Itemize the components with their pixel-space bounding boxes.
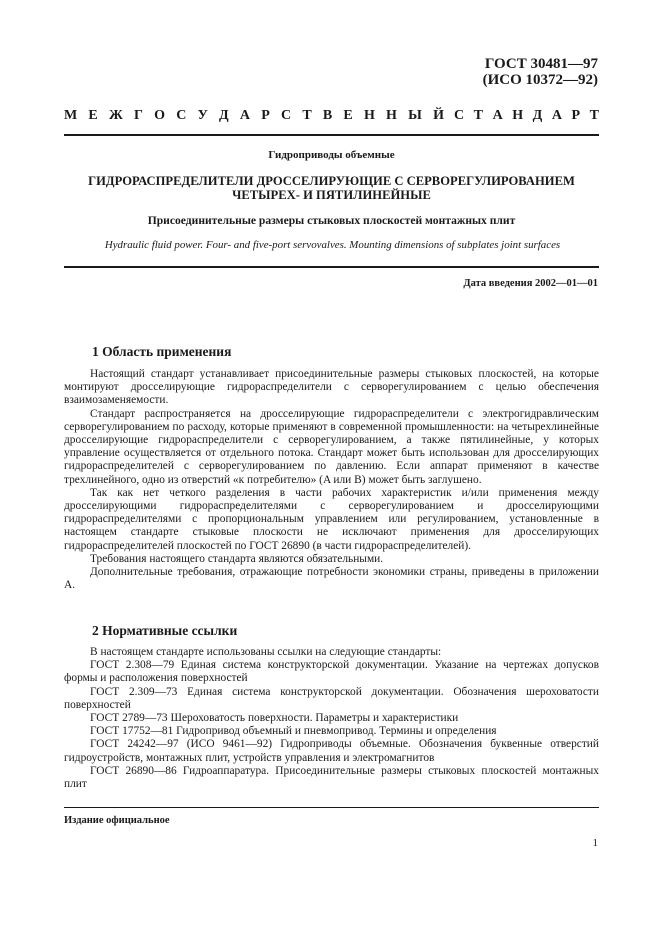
reference-item: ГОСТ 17752—81 Гидропривод объемный и пневмопривод. Термины и определения [90,725,497,738]
gost-number: ГОСТ 30481—97 [484,56,598,72]
paragraph: Требования настоящего стандарта являются обязательными. [90,552,384,565]
footer-rule [64,807,599,808]
paragraph: Дополнительные требования, отражающие потребности экономики страны, приведены в приложении А. [64,566,599,592]
reference-item: ГОСТ 2789—73 Шероховатость поверхности. Параметры и характеристики [90,712,459,725]
document-subtitle: Присоединительные размеры стыковых плоскостей монтажных плит [147,214,516,227]
reference-item: ГОСТ 26890—86 Гидроаппаратура. Присоединительные размеры стыковых плоскостей монтажных плит [64,764,599,791]
product-group: Гидроприводы объемные [268,149,395,161]
banner-word-interstate: М Е Ж Г О С У Д А Р С Т В Е Н Н Ы Й [64,108,444,123]
english-title: Hydraulic fluid power. Four- and five-port servovalves. Mounting dimensions of subplates joint surfaces [104,239,561,251]
title-rule [64,266,599,268]
paragraph: В настоящем стандарте использованы ссылки на следующие стандарты: [90,646,442,658]
title-line-1: ГИДРОРАСПРЕДЕЛИТЕЛИ ДРОССЕЛИРУЮЩИЕ С СЕРВОРЕГУЛИРОВАНИЕМ [88,174,575,188]
banner-word-standard: С Т А Н Д А Р Т [454,108,599,123]
section-1-body [64,368,599,592]
title-line-2: ЧЕТЫРЕХ- И ПЯТИЛИНЕЙНЫЕ [232,188,431,202]
paragraph: Так как нет четкого разделения в части рабочих характеристик и/или применения между дросселирующими гидрораспределителями с серворегулированием и дросселирующими гидрораспределителями с пропорциональным управлением или регулированием, установленные в настоящем стандарте стыковые плоскости не исключают применения для дросселирующих гидрораспределителей плоскостей по ГОСТ 26890 (в части гидрораспределителей). [64,486,599,552]
official-edition-label: Издание официальное [64,815,170,826]
page-number: 1 [592,837,598,849]
section-1-heading: 1 Область применения [92,344,232,359]
date-of-introduction: Дата введения 2002—01—01 [463,278,598,289]
gost-identifier [483,56,598,88]
paragraph: Стандарт распространяется на дросселирующие гидрораспределители с электрогидравлическим серворегулированием по расходу, которые применяют в современной промышленности: на четырехлинейные дросселирующие гидрораспределители с серворегулированием, а также пятилинейные, у которых управление осуществляется от отдельного потока. Стандарт может быть использован для дросселирующих гидрораспределителей с серворегулированием по давлению. Если аппарат применяют в качестве трехлинейного, одно из отверстий «к потребителю» (A или B) может быть заглушено. [64,407,599,486]
paragraph: Настоящий стандарт устанавливает присоединительные размеры стыковых плоскостей, на которые монтируют дросселирующие гидрораспределители с серворегулированием с целью обеспечения взаимозаменяемости. [64,368,599,407]
reference-item: ГОСТ 2.309—73 Единая система конструкторской документации. Обозначения шероховатости поверхностей [64,685,599,711]
section-2-body [64,646,599,791]
document-title [64,174,599,202]
iso-number: (ИСО 10372—92) [482,72,598,88]
reference-item: ГОСТ 24242—97 (ИСО 9461—92) Гидроприводы объемные. Обозначения буквенные отверстий гидроустройств, монтажных плит, устройств управления и электромагнитов [64,738,599,764]
section-2-heading: 2 Нормативные ссылки [92,623,238,638]
reference-item: ГОСТ 2.308—79 Единая система конструкторской документации. Указание на чертежах допусков формы и расположения поверхностей [64,659,599,685]
header-rule [64,134,599,136]
interstate-standard-banner [64,108,599,124]
